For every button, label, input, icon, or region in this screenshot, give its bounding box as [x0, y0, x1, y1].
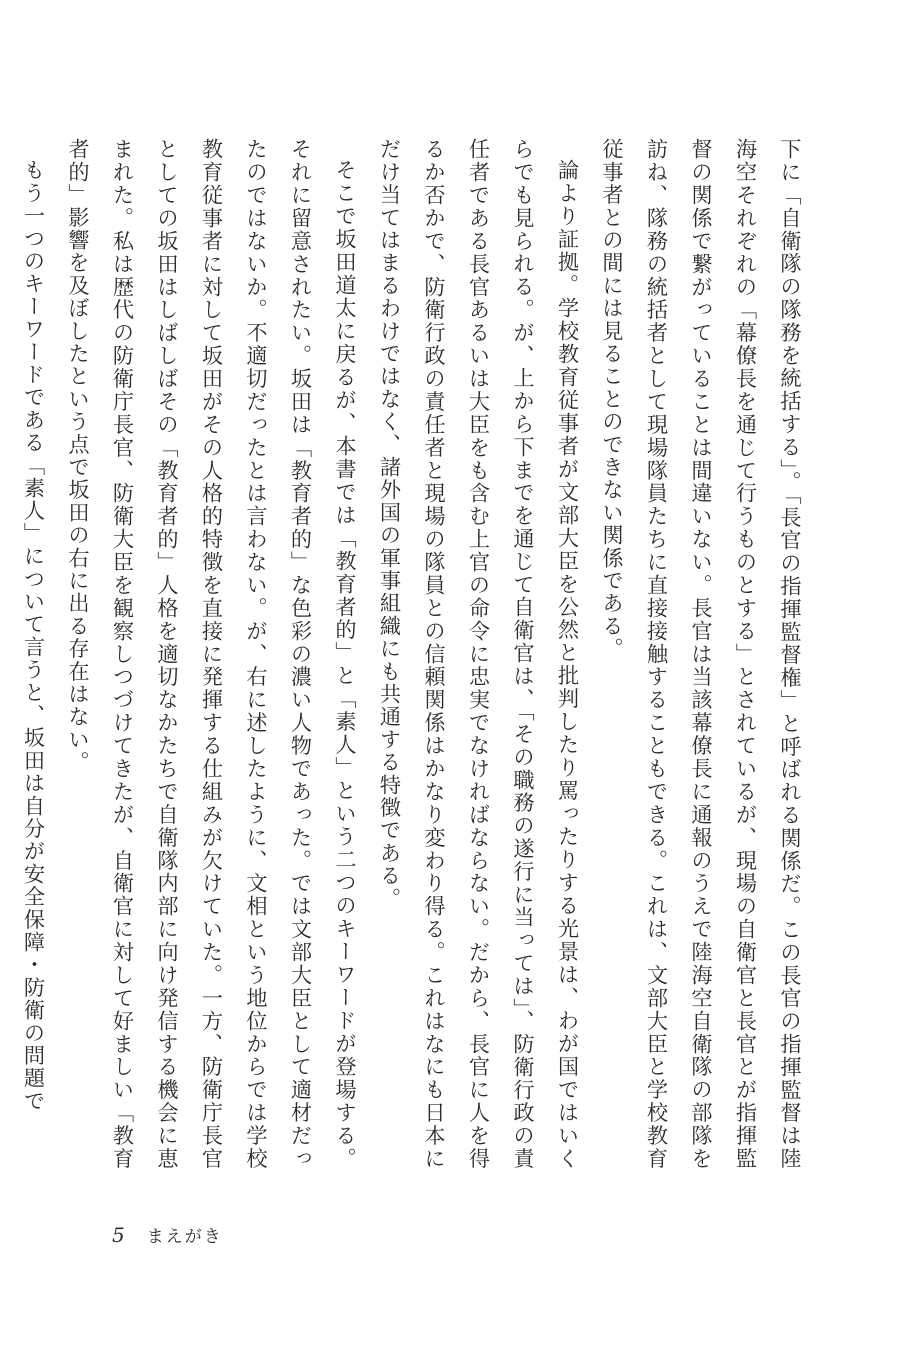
- paragraph: 下に「自衛隊の隊務を統括する」。「長官の指揮監督権」と呼ばれる関係だ。この長官の指揮監督は陸海空それぞれの「幕僚長を通じて行うものとする」とされているが、現場の自衛官と長官とが指揮監督の関係で繋がっていることは間違いない。長官は当該幕僚長に通報のうえで陸海空自衛隊の部隊を訪ね、隊務の統括者として現場隊員たちに直接接触することもできる。これは、文部大臣と学校教育従事者との間には見ることのできない関係である。: [600, 138, 803, 1170]
- vertical-text-block: [21, 138, 812, 1170]
- page-footer: [112, 1222, 223, 1252]
- running-head: まえがき: [146, 1227, 223, 1247]
- paragraph: 論より証拠。学校教育従事者が文部大臣を公然と批判したり罵ったりする光景は、わが国ではいくらでも見られる。が、上から下までを通じて自衛官は、「その職務の遂行に当っては」、防衛行政の責任者である長官あるいは大臣をも含む上官の命令に忠実でなければならない。だから、長官に人を得るか否かで、防衛行政の責任者と現場の隊員との信頼関係はかなり変わり得る。これはなにも日本にだけ当てはまるわけではなく、諸外国の軍事組織にも共通する特徴である。: [377, 138, 581, 1170]
- page-number: 5: [112, 1223, 125, 1247]
- paragraph: もう一つのキーワードである「素人」について言うと、坂田は自分が安全保障・防衛の問題で: [21, 159, 47, 1113]
- paragraph: そこで坂田道太に戻るが、本書では「教育者的」と「素人」という二つのキーワードが登場する。それに留意されたい。坂田は「教育者的」な色彩の濃い人物であった。では文部大臣として適材だったのではないか。不適切だったとは言わない。が、右に述したように、文相という地位からでは学校教育従事者に対して坂田がその人格的特徴を直接に発揮する仕組みが欠けていた。一方、防衛庁長官としての坂田はしばしばその「教育者的」人格を適切なかたちで自衛隊内部に向け発信する機会に恵まれた。私は歴代の防衛庁長官、防衛大臣を観察しつづけてきたが、自衛官に対して好ましい「教育者的」影響を及ぼしたという点で坂田の右に出る存在はない。: [66, 138, 358, 1170]
